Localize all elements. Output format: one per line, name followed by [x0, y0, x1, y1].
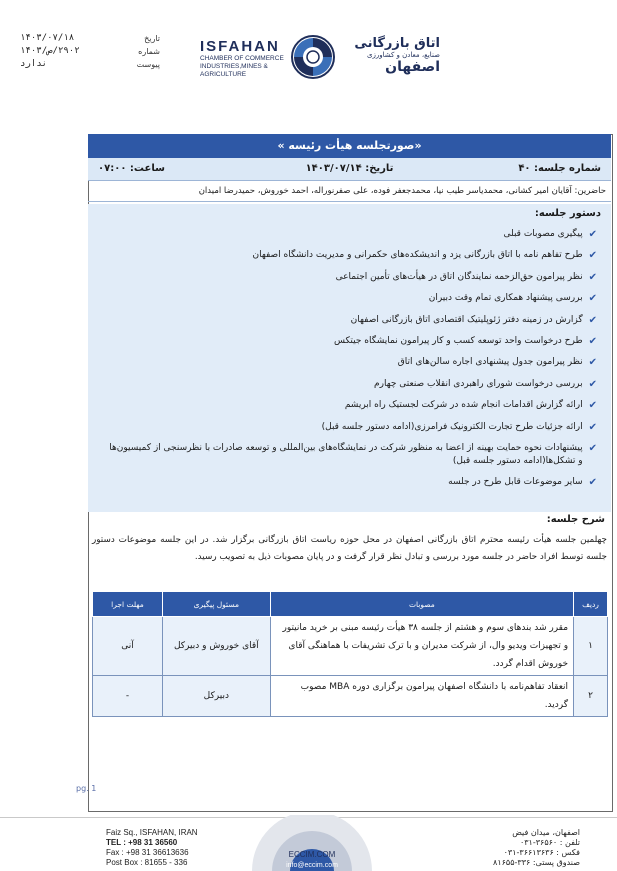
- footer-site: ECCIM.COM: [288, 850, 336, 859]
- check-icon: ✔: [588, 271, 597, 283]
- logo-persian: [340, 36, 440, 75]
- footer-fa-po: صندوق پستی: ۳۳۶-۸۱۶۵۵: [493, 858, 580, 867]
- session-date: تاریخ: ۱۴۰۳/۰۷/۱۴: [305, 163, 394, 174]
- agenda-item-text: گزارش در زمینه دفتر ژئوپلیتیک اقتصادی اتاق بازرگانی اصفهان: [350, 314, 583, 325]
- footer-emblem: [232, 815, 392, 871]
- logo-fa-subtitle: صنایع، معادن و کشاورزی: [366, 51, 440, 59]
- check-icon: ✔: [588, 314, 597, 326]
- chamber-logo-icon: [290, 34, 336, 80]
- agenda-item: [103, 378, 597, 391]
- session-number: شماره جلسه: ۴۰: [518, 163, 601, 174]
- attendees: حاضرین: آقایان امیر کشانی، محمدیاسر طیب نیا، محمدجعفر فوده، علی صفرنوراله، احمد خوروش، حمیدرضا امیدان: [88, 181, 611, 202]
- check-icon: ✔: [588, 400, 597, 412]
- row-deadline: -: [93, 676, 163, 717]
- logo-en-line2: INDUSTRIES,MINES & AGRICULTURE: [200, 63, 268, 78]
- session-time: ساعت: ۰۷:۰۰: [98, 163, 165, 174]
- agenda-item-text: طرح تفاهم نامه با اتاق بازرگانی یزد و اندیشکده‌های حکمرانی و مدیریت دانشگاه اصفهان: [252, 250, 583, 261]
- agenda-item: [103, 356, 597, 369]
- footer-fa-address: اصفهان، میدان فیض: [512, 828, 580, 837]
- header-resolution: مصوبات: [270, 592, 573, 617]
- footer-english-contact: [106, 828, 246, 868]
- document-title: «صورتجلسه هیأت رئیسه »: [88, 134, 611, 158]
- logo-fa-title: اتاق بازرگانی: [354, 36, 440, 51]
- footer-en-po: Post Box : 81655 - 336: [106, 858, 188, 867]
- row-number: ۱: [574, 617, 608, 676]
- footer-email: info@eccim.com: [286, 862, 338, 869]
- table-row: [93, 676, 608, 717]
- description-text: چهلمین جلسه هیأت رئیسه محترم اتاق بازرگانی اصفهان در محل حوزه ریاست اتاق بازرگانی برگزار شد. در این جلسه موضوعات دستور جلسه توسط افراد حاضر در جلسه مورد بررسی و تبادل نظر قرار گرفت و در پایان مصوبات ذیل به تصویب رسید.: [92, 535, 607, 562]
- agenda-item: [103, 314, 597, 327]
- agenda-item-text: ارائه جزئیات طرح تجارت الکترونیک فرامرزی(ادامه دستور جلسه قبل): [321, 421, 583, 432]
- attachment-label: پیوست: [136, 60, 160, 69]
- logo-english: [200, 38, 290, 79]
- agenda-item: [103, 228, 597, 241]
- table-row: [93, 617, 608, 676]
- number-label: شماره: [138, 47, 160, 56]
- agenda-item-text: ارائه گزارش اقدامات انجام شده در شرکت لجستیک راه ابریشم: [344, 400, 583, 411]
- check-icon: ✔: [588, 442, 597, 454]
- check-icon: ✔: [588, 293, 597, 305]
- description-title: شرح جلسه:: [546, 514, 605, 525]
- agenda-item-text: طرح درخواست واحد توسعه کسب و کار پیرامون نمایشگاه جیتکس: [333, 335, 583, 346]
- footer-en-tel: TEL : +98 31 36560: [106, 838, 178, 847]
- header-responsible: مسئول پیگیری: [162, 592, 270, 617]
- date-label: تاریخ: [144, 34, 160, 43]
- footer-en-fax: Fax : +98 31 36613636: [106, 848, 189, 857]
- check-icon: ✔: [588, 477, 597, 489]
- row-responsible: آقای خوروش و دبیرکل: [162, 617, 270, 676]
- row-resolution: مقرر شد بندهای سوم و هشتم از جلسه ۳۸ هیأت رئیسه مبنی بر خرید مانیتور و تجهیزات ویدیو وال، از شرکت مدیران و با ترک تشریفات با هماهنگی آقای خوروش اقدام گردد.: [270, 617, 573, 676]
- agenda-item-text: پیگیری مصوبات قبلی: [503, 229, 583, 239]
- resolutions-table: [92, 591, 608, 717]
- agenda-title: دستور جلسه:: [534, 208, 601, 219]
- footer-fa-tel: تلفن : ۳۶۵۶۰-۰۳۱: [519, 838, 580, 847]
- check-icon: ✔: [588, 335, 597, 347]
- number-value: ۲۹۰۲/ص/۱۴۰۳: [20, 46, 80, 56]
- page-number: pg. 1: [76, 784, 97, 793]
- agenda-item-text: نظر پیرامون حق‌الزحمه نمایندگان اتاق در هیأت‌های تأمین اجتماعی: [335, 271, 583, 282]
- agenda-item-text: نظر پیرامون جدول پیشنهادی اجاره سالن‌های اتاق: [397, 357, 583, 368]
- attachment-value: ندارد: [20, 59, 48, 69]
- agenda-item: [103, 335, 597, 348]
- agenda-item-text: بررسی درخواست شورای راهبردی انقلاب صنعتی چهارم: [374, 378, 583, 389]
- row-resolution: انعقاد تفاهم‌نامه با دانشگاه اصفهان پیرامون برگزاری دوره MBA مصوب گردید.: [270, 676, 573, 717]
- agenda-list: [103, 228, 597, 498]
- row-deadline: آنی: [93, 617, 163, 676]
- logo-en-title: ISFAHAN: [200, 38, 280, 55]
- header-deadline: مهلت اجرا: [93, 592, 163, 617]
- check-icon: ✔: [588, 421, 597, 433]
- agenda-item: [103, 271, 597, 284]
- logo-fa-city: اصفهان: [385, 59, 440, 75]
- footer-en-address: Faiz Sq., ISFAHAN, IRAN: [106, 828, 198, 837]
- agenda-item: [103, 442, 597, 468]
- row-number: ۲: [574, 676, 608, 717]
- check-icon: ✔: [588, 378, 597, 390]
- session-info-row: [88, 158, 611, 181]
- agenda-item: [103, 249, 597, 262]
- registration-block: [20, 32, 160, 71]
- agenda-section: [88, 204, 611, 512]
- agenda-item-text: بررسی پیشنهاد همکاری تمام وقت دبیران: [428, 293, 583, 304]
- agenda-item: [103, 421, 597, 434]
- date-value: ۱۴۰۳/۰۷/۱۸: [20, 33, 75, 43]
- agenda-item-text: پیشنهادات نحوه حمایت بهینه از اعضا به منظور شرکت در نمایشگاه‌های بین‌المللی و توسعه صادرات با نظرسنجی از کمیسیون‌ها و تشکل‌ها(ادامه دستور جلسه قبل): [109, 442, 583, 466]
- table-header-row: [93, 592, 608, 617]
- header-row-number: ردیف: [574, 592, 608, 617]
- check-icon: ✔: [588, 357, 597, 369]
- check-icon: ✔: [588, 229, 597, 240]
- agenda-item-text: سایر موضوعات قابل طرح در جلسه: [448, 477, 583, 488]
- agenda-item: [103, 399, 597, 412]
- footer-fa-fax: فکس : ۳۶۶۱۳۶۳۶-۰۳۱: [503, 848, 580, 857]
- check-icon: ✔: [588, 250, 597, 262]
- agenda-item: [103, 476, 597, 489]
- logo-en-line1: CHAMBER OF COMMERCE: [200, 55, 284, 62]
- footer-persian-contact: [440, 828, 580, 868]
- agenda-item: [103, 292, 597, 305]
- row-responsible: دبیرکل: [162, 676, 270, 717]
